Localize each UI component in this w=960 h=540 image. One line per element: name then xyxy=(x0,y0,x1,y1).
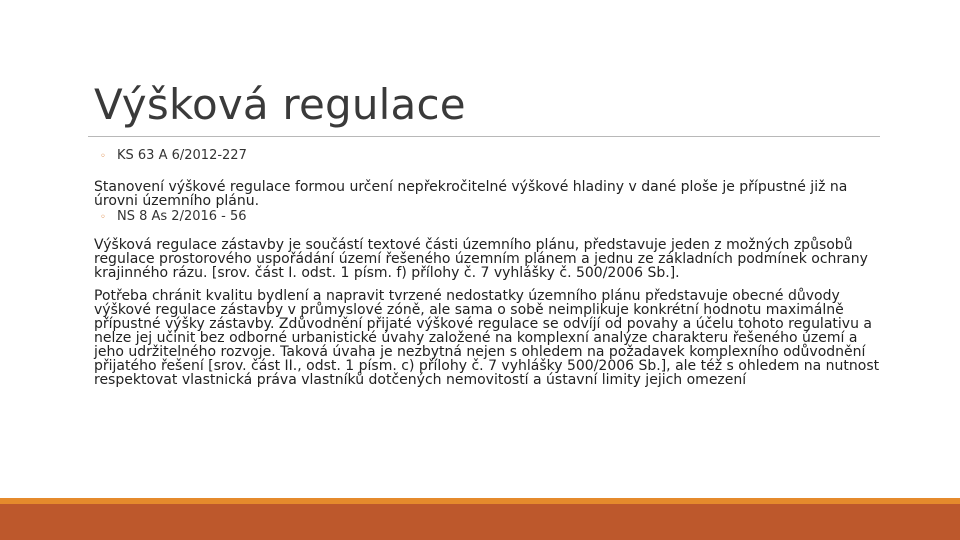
slide-content xyxy=(94,146,884,387)
bullet-circle-icon: ◦ xyxy=(100,212,106,223)
bottom-color-bar xyxy=(0,498,960,540)
paragraph-justification: Potřeba chránit kvalitu bydlení a napravit tvrzené nedostatky územního plánu představuje obecné důvody výškové regulace zástavby v průmyslové zóně, ale sama o sobě neimplikuje konkrétní hodnotu maximálně přípustné výšky zástavby. Zdůvodnění přijaté výškové regulace se odvíjí od povahy a účelu tohoto regulativu a nelze jej učinit bez odborné urbanistické úvahy založené na komplexní analýze charakteru řešeného území a jeho udržitelného rozvoje. Taková úvaha je nezbytná nejen s ohledem na požadavek komplexního odůvodnění přijatého řešení [srov. část II., odst. 1 písm. c) přílohy č. 7 vyhlášky 500/2006 Sb.], ale též s ohledem na nutnost respektovat vlastnická práva vlastníků dotčených nemovitostí a ústavní limity jejich omezení xyxy=(94,288,880,388)
bullet-text-ns: NS 8 As 2/2016 - 56 xyxy=(117,209,247,224)
paragraph-height-limit: Stanovení výškové regulace formou určení nepřekročitelné výškové hladiny v dané ploše je přípustné již na úrovni územního plánu. xyxy=(94,179,848,209)
title-divider xyxy=(88,136,880,137)
slide-title: Výšková regulace xyxy=(94,80,466,129)
bullet-circle-icon: ◦ xyxy=(100,151,106,162)
paragraph-regulation-part: Výšková regulace zástavby je součástí textové části územního plánu, představuje jeden z možných způsobů regulace prostorového uspořádání území řešeného územním plánem a jednu ze základních podmínek ochrany krajinného rázu. [srov. část I. odst. 1 písm. f) přílohy č. 7 vyhlášky č. 500/2006 Sb.]. xyxy=(94,237,868,281)
bullet-item-ns xyxy=(100,209,884,226)
bullet-text-ks: KS 63 A 6/2012-227 xyxy=(117,148,247,163)
bottom-bar-accent-stripe xyxy=(0,498,960,504)
bullet-item-ks xyxy=(100,148,884,165)
